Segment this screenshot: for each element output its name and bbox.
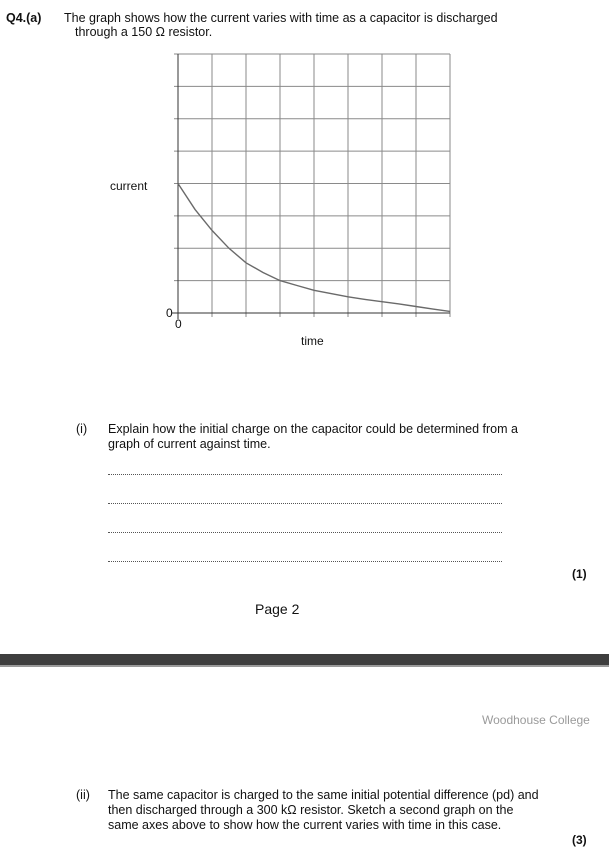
part-ii-line3: same axes above to show how the current varies with time in this case. — [108, 818, 502, 832]
part-ii-label: (ii) — [76, 788, 90, 802]
part-i-line1: Explain how the initial charge on the capacitor could be determined from a — [108, 422, 518, 436]
question-number: Q4.(a) — [6, 11, 42, 25]
page-divider-edge — [0, 665, 609, 667]
part-ii-line2: then discharged through a 300 kΩ resistor. Sketch a second graph on the — [108, 803, 514, 817]
part-i-line2: graph of current against time. — [108, 437, 271, 451]
part-ii-marks: (3) — [572, 833, 587, 847]
part-i-label: (i) — [76, 422, 88, 436]
graph-grid — [172, 54, 450, 319]
answer-line-1[interactable] — [108, 474, 502, 475]
part-i-marks: (1) — [572, 567, 587, 581]
part-ii-line1: The same capacitor is charged to the same initial potential difference (pd) and — [108, 788, 539, 802]
x-tick-zero: 0 — [175, 317, 182, 331]
page-divider — [0, 654, 609, 665]
question-intro-line2: through a 150 Ω resistor. — [75, 25, 213, 39]
y-tick-zero: 0 — [166, 306, 173, 320]
answer-line-2[interactable] — [108, 503, 502, 504]
y-axis-label: current — [110, 179, 148, 193]
current-time-graph — [0, 0, 609, 360]
answer-line-3[interactable] — [108, 532, 502, 533]
answer-line-4[interactable] — [108, 561, 502, 562]
page-number: Page 2 — [255, 601, 300, 617]
question-intro-line1: The graph shows how the current varies with time as a capacitor is discharged — [64, 11, 498, 25]
college-header: Woodhouse College — [482, 713, 590, 727]
x-axis-label: time — [301, 334, 324, 348]
